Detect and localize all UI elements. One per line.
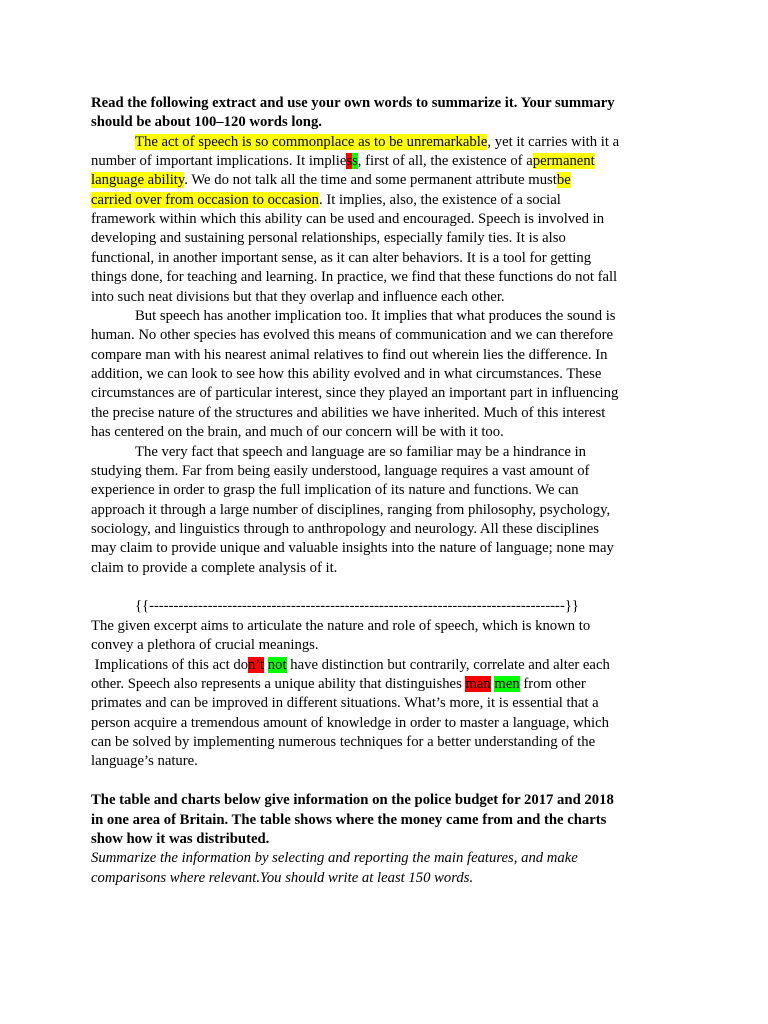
highlight-span: carried over from occasion to occasion bbox=[91, 192, 319, 208]
extract-p2-line-4: addition, we can look to see how this ability evolved and in what circumstances. These bbox=[91, 366, 602, 382]
task2-heading-line-3: show how it was distributed. bbox=[91, 831, 270, 847]
extract-p2-line-7: has centered on the brain, and much of our concern will be with it too. bbox=[91, 424, 504, 440]
extract-p2-line-2: human. No other species has evolved this means of communication and we can therefore bbox=[91, 327, 614, 343]
extract-p3-line-1: The very fact that speech and language are so familiar may be a hindrance in bbox=[135, 444, 587, 460]
task1-instruction-line-1: Read the following extract and use your own words to summarize it. Your summary bbox=[91, 95, 615, 111]
task1-instruction-line-2: should be about 100–120 words long. bbox=[91, 114, 322, 130]
summary-line-8: language’s nature. bbox=[91, 753, 198, 769]
highlight-span: be bbox=[556, 172, 571, 188]
deletion-mark: s bbox=[346, 153, 353, 169]
insertion-mark: not bbox=[267, 657, 287, 673]
extract-p1-line-3: language ability. We do not talk all the time and some permanent attribute mustbe bbox=[91, 172, 571, 188]
task2-instruction-line-1: Summarize the information by selecting and reporting the main features, and make bbox=[91, 850, 578, 866]
extract-p1-line-6: developing and sustaining personal relationships, especially family ties. It is also bbox=[91, 230, 566, 246]
extract-p1-line-5: framework within which this ability can be used and encouraged. Speech is involved in bbox=[91, 211, 605, 227]
extract-p1-line-9: into such neat divisions but that they overlap and influence each other. bbox=[91, 289, 505, 305]
summary-line-6: person acquire a tremendous amount of knowledge in order to master a language, which bbox=[91, 715, 609, 731]
extract-p1-line-7: functional, in another important sense, as it can alter behaviors. It is a tool for getting bbox=[91, 250, 592, 266]
extract-p2-line-3: compare man with his nearest animal relatives to find out wherein lies the difference. In bbox=[91, 347, 608, 363]
extract-p1-line-4: carried over from occasion to occasion. It implies, also, the existence of a social bbox=[91, 192, 561, 208]
summary-line-1: The given excerpt aims to articulate the nature and role of speech, which is known to bbox=[91, 618, 591, 634]
summary-line-7: can be solved by implementing numerous techniques for a better understanding of the bbox=[91, 734, 596, 750]
extract-p1-line-2: number of important implications. It impliess, first of all, the existence of apermanent bbox=[91, 153, 595, 169]
insertion-mark: s bbox=[352, 153, 358, 169]
highlight-span: language ability bbox=[91, 172, 185, 188]
task2-heading-line-1: The table and charts below give information on the police budget for 2017 and 2018 bbox=[91, 792, 614, 808]
extract-p3-line-3: experience in order to grasp the full implication of its nature and functions. We can bbox=[91, 482, 579, 498]
extract-p2-line-1: But speech has another implication too. It implies that what produces the sound is bbox=[135, 308, 616, 324]
summary-line-5: primates and can be improved in different situations. What’s more, it is essential that a bbox=[91, 695, 599, 711]
summary-line-4: other. Speech also represents a unique ability that distinguishes man men from other bbox=[91, 676, 586, 692]
task2-heading-line-2: in one area of Britain. The table shows where the money came from and the charts bbox=[91, 812, 607, 828]
extract-p2-line-5: circumstances are of particular interest, since they played an important part in influencing bbox=[91, 385, 619, 401]
insertion-mark: men bbox=[494, 676, 520, 692]
extract-p2-line-6: the precise nature of the structures and abilities we have inherited. Much of this interest bbox=[91, 405, 606, 421]
task2-instruction-line-2: comparisons where relevant.You should write at least 150 words. bbox=[91, 870, 474, 886]
extract-p3-line-7: claim to provide a complete analysis of it. bbox=[91, 560, 338, 576]
extract-p1-line-8: things done, for teaching and learning. In practice, we find that these functions do not fall bbox=[91, 269, 618, 285]
extract-p3-line-2: studying them. Far from being easily understood, language requires a vast amount of bbox=[91, 463, 590, 479]
highlight-span: The act of speech is so commonplace as to be unremarkable bbox=[135, 134, 488, 150]
extract-p3-line-6: may claim to provide unique and valuable insights into the nature of language; none may bbox=[91, 540, 614, 556]
extract-p1-line-1: The act of speech is so commonplace as to be unremarkable, yet it carries with it a bbox=[135, 134, 620, 150]
summary-line-2: convey a plethora of crucial meanings. bbox=[91, 637, 319, 653]
summary-line-3: Implications of this act don’t not have distinction but contrarily, correlate and alter each bbox=[91, 657, 610, 673]
deletion-mark: n’t bbox=[248, 657, 265, 673]
extract-p3-line-4: approach it through a large number of disciplines, ranging from philosophy, psychology, bbox=[91, 502, 611, 518]
section-divider: {{-------------------------------------------------------------------------------------}} bbox=[135, 598, 579, 614]
extract-p3-line-5: sociology, and linguistics through to anthropology and neurology. All these disciplines bbox=[91, 521, 600, 537]
deletion-mark: man bbox=[465, 676, 491, 692]
highlight-span: permanent bbox=[532, 153, 595, 169]
